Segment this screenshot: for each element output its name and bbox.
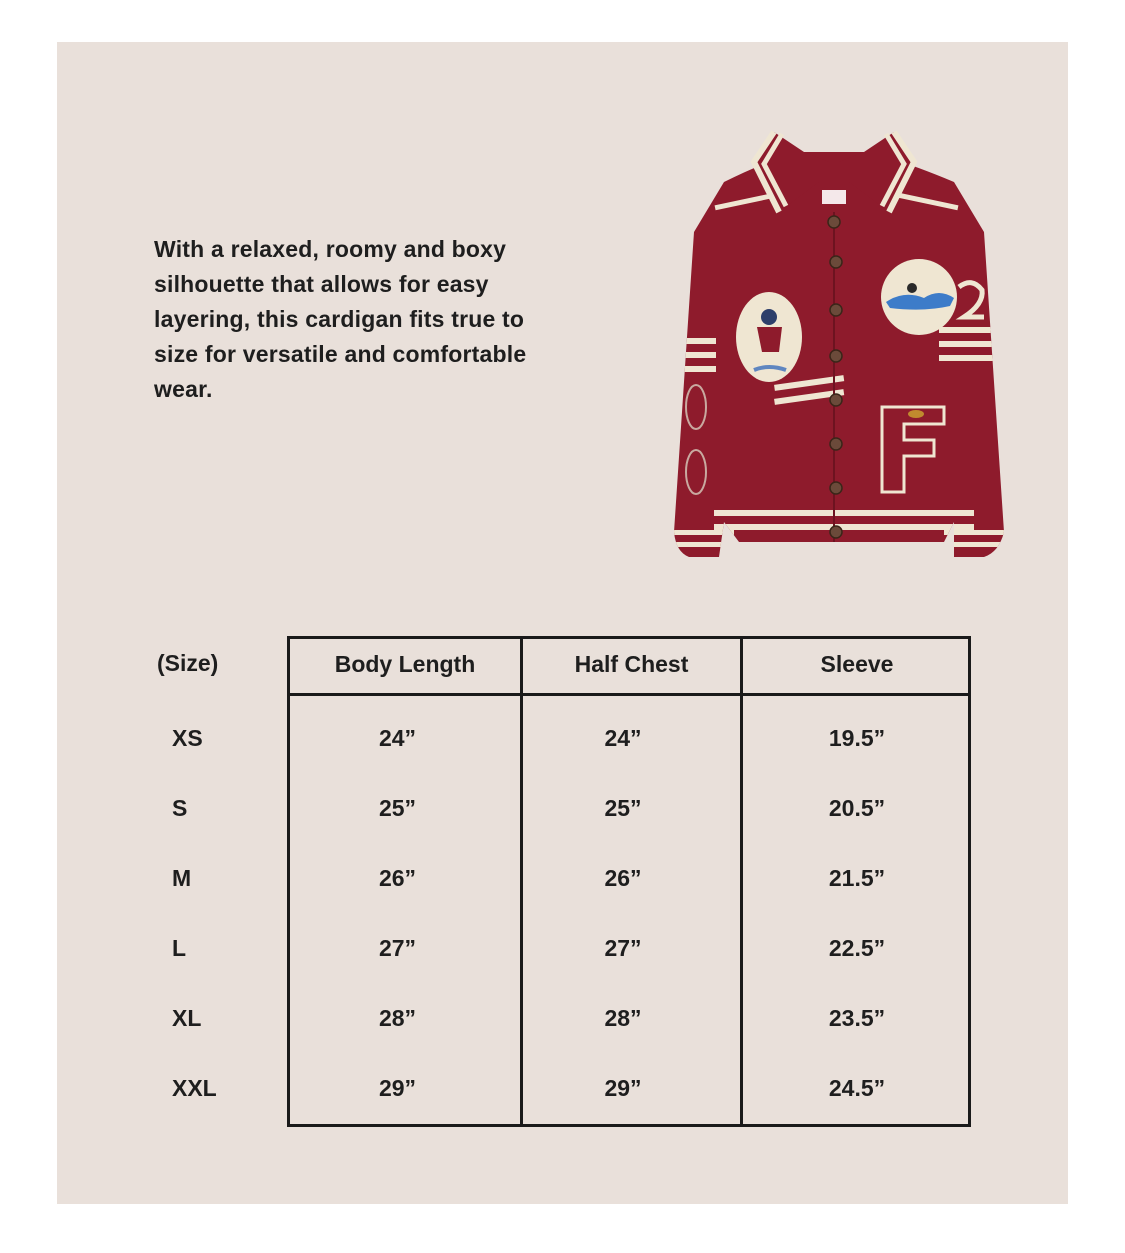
size-label-xs: XS: [172, 725, 203, 751]
product-description: With a relaxed, roomy and boxy silhouette that allows for easy layering, this cardigan fits true to size for versatile and comfortable wear.: [154, 236, 527, 402]
size-guide-panel: [57, 42, 1068, 1204]
cardigan-image: [654, 112, 1014, 592]
column-header-half-chest: Half Chest: [574, 651, 689, 677]
table-cell: 26”: [378, 865, 417, 891]
table-cell: 24”: [604, 725, 642, 751]
table-cell: 23.5”: [828, 1005, 886, 1031]
table-cell: 21.5”: [828, 865, 886, 891]
size-label-l: L: [172, 935, 187, 961]
header-divider: [290, 693, 968, 696]
table-cell: 29”: [378, 1075, 417, 1101]
table-cell: 22.5”: [828, 935, 886, 961]
column-header-body-length: Body Length: [334, 651, 476, 677]
table-cell: 19.5”: [828, 725, 886, 751]
size-chart-table: [287, 636, 971, 1127]
size-label-m: M: [172, 865, 192, 891]
size-label-s: S: [172, 795, 188, 821]
table-cell: 29”: [604, 1075, 642, 1101]
table-cell: 25”: [378, 795, 417, 821]
table-cell: 20.5”: [828, 795, 886, 821]
table-cell: 25”: [604, 795, 642, 821]
table-cell: 24.5”: [828, 1075, 886, 1101]
table-cell: 26”: [604, 865, 642, 891]
table-cell: 27”: [378, 935, 417, 961]
size-label-xl: XL: [172, 1005, 202, 1031]
column-header-sleeve: Sleeve: [820, 651, 894, 677]
table-cell: 24”: [378, 725, 417, 751]
table-cell: 28”: [378, 1005, 417, 1031]
size-label-xxl: XXL: [172, 1075, 217, 1101]
size-column-header: (Size): [157, 650, 219, 676]
table-cell: 27”: [604, 935, 642, 961]
table-cell: 28”: [604, 1005, 642, 1031]
